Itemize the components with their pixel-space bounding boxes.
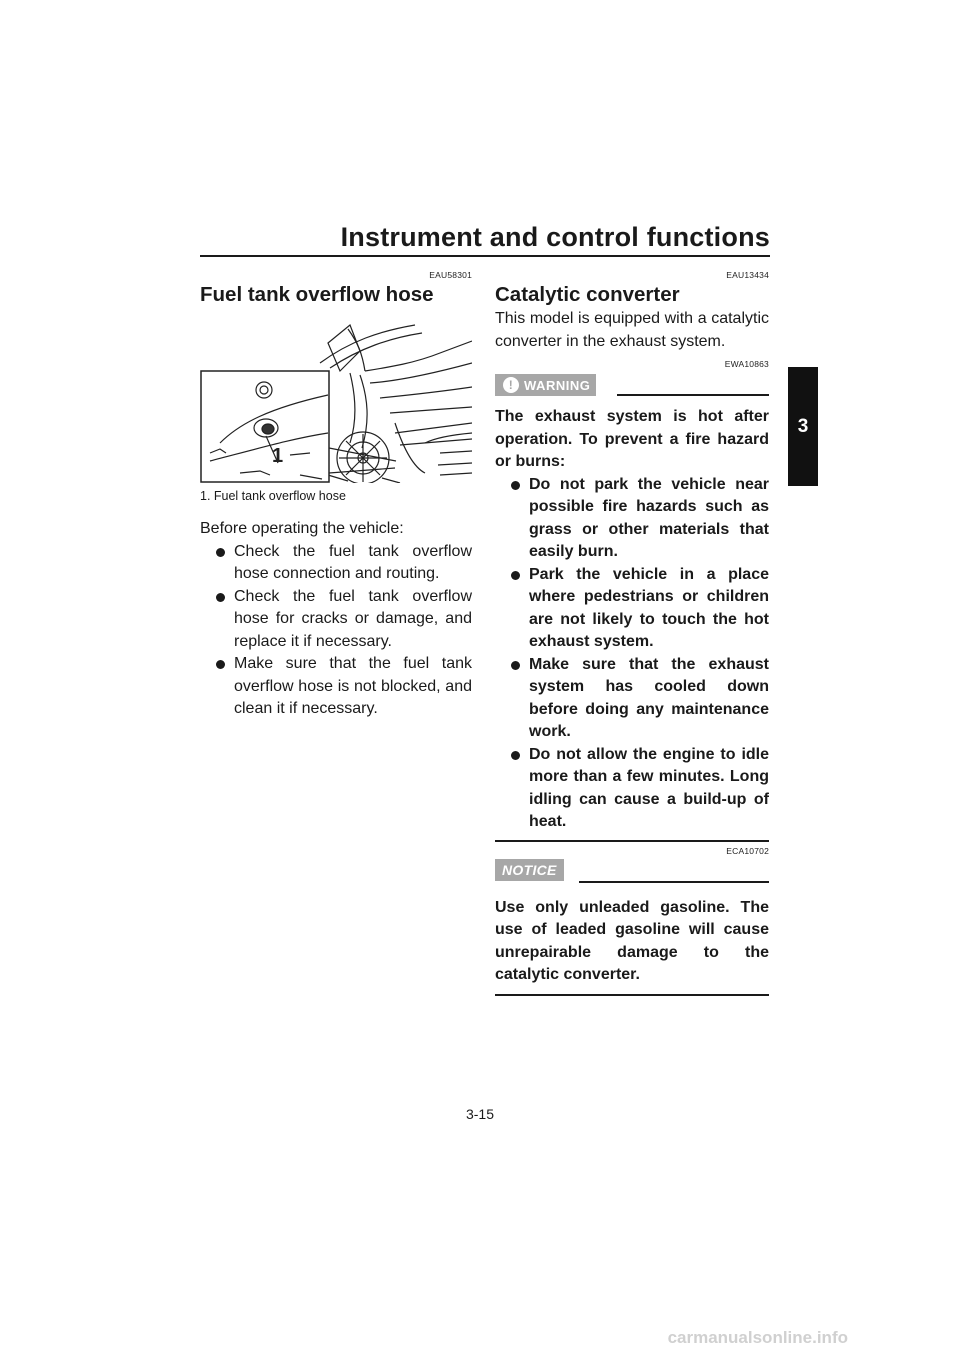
warning-header bbox=[495, 374, 769, 398]
left-column bbox=[200, 270, 472, 721]
catalytic-intro-text: This model is equipped with a catalytic converter in the exhaust system. bbox=[495, 310, 769, 350]
chapter-tab-label: 3 bbox=[797, 415, 809, 437]
notice-end-rule bbox=[495, 994, 769, 996]
bullet-icon bbox=[216, 660, 225, 669]
notice-text: Use only unleaded gasoline. The use of leaded gasoline will cause unrepairable damage to the catalytic converter. bbox=[495, 898, 769, 983]
page-number: 3-15 bbox=[465, 1106, 495, 1122]
intro-text: Before operating the vehicle: bbox=[200, 520, 404, 537]
list-item bbox=[511, 744, 769, 834]
section-heading-catalytic-converter: Catalytic converter bbox=[495, 283, 680, 306]
right-column bbox=[495, 270, 769, 996]
page-header-title: Instrument and control functions bbox=[340, 222, 770, 252]
notice-rule bbox=[579, 881, 769, 883]
section-code: EAU13434 bbox=[726, 270, 769, 280]
warning-code: EWA10863 bbox=[724, 359, 769, 369]
list-item bbox=[216, 653, 472, 721]
bullet-icon bbox=[216, 593, 225, 602]
scooter-drawing bbox=[200, 323, 472, 483]
bullet-icon bbox=[511, 661, 520, 670]
bullet-icon bbox=[511, 481, 520, 490]
list-item-text: Make sure that the fuel tank overflow hose is not blocked, and clean it if necessary. bbox=[234, 655, 472, 717]
warning-end-rule bbox=[495, 840, 769, 842]
bullet-icon bbox=[511, 571, 520, 580]
overflow-hose-checklist bbox=[200, 541, 472, 721]
list-item-text: Do not park the vehicle near possible fire hazards such as grass or other materials that easily burn. bbox=[529, 475, 769, 560]
warning-box bbox=[495, 406, 769, 842]
list-item bbox=[511, 474, 769, 564]
notice-header bbox=[495, 859, 769, 885]
section-code: EAU58301 bbox=[429, 270, 472, 280]
bullet-icon bbox=[511, 751, 520, 760]
header-rule bbox=[200, 255, 770, 257]
list-item bbox=[511, 564, 769, 654]
overflow-hose-illustration bbox=[200, 323, 472, 483]
warning-text: The exhaust system is hot after operation. To prevent a fire hazard or burns: bbox=[495, 408, 769, 470]
figure-caption: 1. Fuel tank overflow hose bbox=[200, 489, 346, 503]
footer-watermark: carmanualsonline.info bbox=[667, 1328, 848, 1347]
notice-box bbox=[495, 897, 769, 996]
warning-triangle-icon: ! bbox=[503, 377, 519, 393]
notice-label: NOTICE bbox=[502, 861, 557, 878]
warning-badge bbox=[495, 374, 596, 396]
section-heading-overflow-hose: Fuel tank overflow hose bbox=[200, 283, 434, 306]
list-item-text: Park the vehicle in a place where pedestrians or children are not likely to touch the hot exhaust system. bbox=[529, 565, 769, 650]
list-item bbox=[216, 541, 472, 586]
notice-code: ECA10702 bbox=[726, 845, 769, 856]
list-item-text: Do not allow the engine to idle more than a few minutes. Long idling can cause a build-up of heat. bbox=[529, 745, 769, 830]
bullet-icon bbox=[216, 548, 225, 557]
warning-list bbox=[495, 474, 769, 834]
list-item-text: Make sure that the exhaust system has cooled down before doing any maintenance work. bbox=[529, 655, 769, 740]
notice-badge bbox=[495, 859, 564, 881]
list-item bbox=[511, 654, 769, 744]
warning-label: WARNING bbox=[524, 377, 591, 393]
warning-rule bbox=[617, 394, 769, 396]
list-item bbox=[216, 586, 472, 654]
list-item-text: Check the fuel tank overflow hose for cracks or damage, and replace it if necessary. bbox=[234, 587, 472, 650]
figure-callout-1: 1 bbox=[272, 445, 284, 467]
list-item-text: Check the fuel tank overflow hose connection and routing. bbox=[234, 542, 472, 582]
chapter-tab bbox=[788, 367, 818, 486]
